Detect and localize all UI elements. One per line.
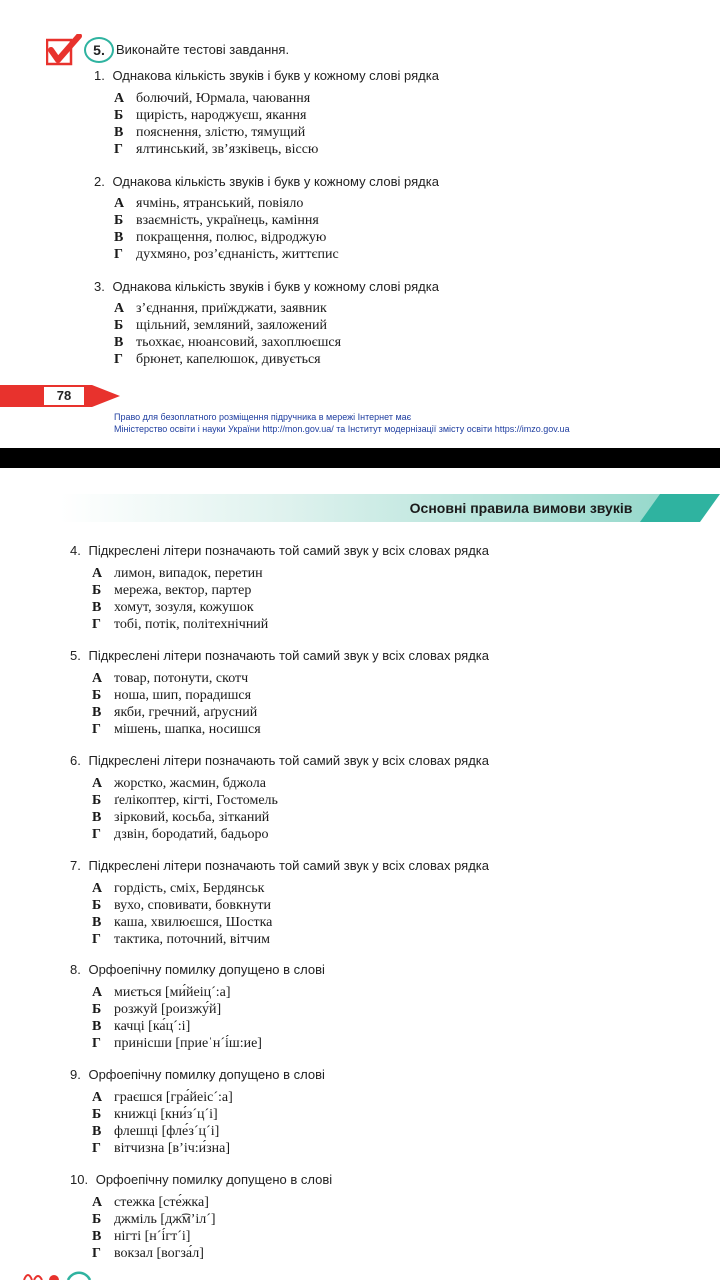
option-g: Г тобі, потік, політехнічний: [92, 617, 269, 632]
option-v: В пояснення, злістю, тямущий: [114, 125, 306, 140]
option-a: А товар, потонути, скотч: [92, 671, 249, 686]
option-v: В качці [ка́ц´:і]: [92, 1019, 191, 1034]
option-a: А гордість, сміх, Бердянськ: [92, 881, 265, 896]
option-b: Б джміль [дж͡м’іл´]: [92, 1212, 216, 1227]
checkmark-icon: [46, 34, 82, 66]
question-number: 10.: [70, 1172, 89, 1187]
question-text: Підкреслені літери позначають той самий звук у всіх словах рядка: [88, 858, 489, 873]
question-text: Орфоепічну помилку допущено в слові: [88, 1067, 325, 1082]
question-text: Підкреслені літери позначають той самий звук у всіх словах рядка: [88, 753, 489, 768]
task-number-badge: [84, 37, 114, 63]
decorative-ornament-icon: [22, 1268, 92, 1280]
question-4: [70, 543, 489, 558]
option-a: А жорстко, жасмин, бджола: [92, 776, 266, 791]
question-text: Орфоепічну помилку допущено в слові: [95, 1172, 333, 1187]
option-b: Б ноша, шип, порадишся: [92, 688, 252, 703]
question-text: Підкреслені літери позначають той самий звук у всіх словах рядка: [88, 648, 489, 663]
question-number: 8.: [70, 962, 81, 977]
question-number: 5.: [70, 648, 81, 663]
option-g: Г принісши [приеˈн´і́ш:иe]: [92, 1036, 262, 1051]
page-bottom: [0, 468, 720, 1280]
option-v: В хомут, зозуля, кожушок: [92, 600, 254, 615]
question-number: 6.: [70, 753, 81, 768]
option-v: В покращення, полюс, відроджую: [114, 230, 327, 245]
option-b: Б книжці [кни́з´ц´і]: [92, 1107, 218, 1122]
option-a: А стежка [сте́жка]: [92, 1195, 209, 1210]
option-b: Б взаємність, українець, каміння: [114, 213, 319, 228]
option-b: Б вухо, сповивати, бовкнути: [92, 898, 271, 913]
option-b: Б щирість, народжуєш, якання: [114, 108, 307, 123]
page-number: 78: [56, 388, 72, 403]
option-g: Г ялтинський, зв’язківець, віссю: [114, 142, 319, 157]
page-separator: [0, 448, 720, 468]
option-g: Г дзвін, бородатий, бадьоро: [92, 827, 269, 842]
option-v: В зірковий, косьба, зітканий: [92, 810, 270, 825]
question-number: 3.: [94, 279, 105, 294]
option-a: А граєшся [гра́йеіс´:а]: [92, 1090, 233, 1105]
option-b: Б мережа, вектор, партер: [92, 583, 252, 598]
option-g: Г вітчизна [в’іч:и́зна]: [92, 1141, 231, 1156]
task-number: 5.: [93, 42, 105, 58]
option-b: Б розжуй [роизжу́й]: [92, 1002, 222, 1017]
question-text: Орфоепічну помилку допущено в слові: [88, 962, 325, 977]
footer-line-2: Міністерство освіти і науки України http://mon.gov.ua/ та Інститут модернізації змісту освіти https://imzo.gov.ua: [114, 424, 570, 434]
question-6: [70, 753, 489, 768]
question-text: Однакова кількість звуків і букв у кожному слові рядка: [112, 279, 439, 294]
question-7: [70, 858, 489, 873]
option-b: Б ґелікоптер, кігті, Гостомель: [92, 793, 278, 808]
question-2: [94, 174, 439, 189]
question-number: 2.: [94, 174, 105, 189]
question-text: Однакова кількість звуків і букв у кожному слові рядка: [112, 68, 439, 83]
question-number: 9.: [70, 1067, 81, 1082]
footer-line-1: Право для безоплатного розміщення підручника в мережі Інтернет має: [114, 412, 412, 422]
task-title: Виконайте тестові завдання.: [116, 42, 290, 57]
option-v: В флешці [фле́з´ц´і]: [92, 1124, 220, 1139]
question-text: Підкреслені літери позначають той самий звук у всіх словах рядка: [88, 543, 489, 558]
question-1: [94, 68, 439, 83]
section-header-title: Основні правила вимови звуків: [409, 500, 633, 516]
page-top: [0, 0, 720, 448]
option-g: Г мішень, шапка, носишся: [92, 722, 261, 737]
option-v: В каша, хвилюєшся, Шостка: [92, 915, 273, 930]
option-b: Б щільний, земляний, заяложений: [114, 318, 328, 333]
option-v: В тьохкає, нюансовий, захоплюєшся: [114, 335, 342, 350]
question-text: Однакова кількість звуків і букв у кожному слові рядка: [112, 174, 439, 189]
option-a: А з’єднання, приїжджати, заявник: [114, 301, 327, 316]
option-a: А лимон, випадок, перетин: [92, 566, 263, 581]
question-number: 4.: [70, 543, 81, 558]
question-5: [70, 648, 489, 663]
question-3: [94, 279, 439, 294]
question-8: [70, 962, 325, 977]
option-v: В якби, гречний, аґрусний: [92, 705, 258, 720]
question-10: [70, 1172, 332, 1187]
option-g: Г тактика, поточний, вітчим: [92, 932, 270, 947]
question-number: 7.: [70, 858, 81, 873]
option-v: В нігті [н´і́гт´і]: [92, 1229, 191, 1244]
option-a: А болючий, Юрмала, чаювання: [114, 91, 311, 106]
question-number: 1.: [94, 68, 105, 83]
option-a: А ячмінь, ятранський, повіяло: [114, 196, 304, 211]
option-g: Г духмяно, роз’єднаність, життєпис: [114, 247, 339, 262]
option-g: Г брюнет, капелюшок, дивується: [114, 352, 321, 367]
question-9: [70, 1067, 325, 1082]
option-a: А миється [ми́йеіц´:а]: [92, 985, 231, 1000]
option-g: Г вокзал [вогза́л]: [92, 1246, 204, 1261]
